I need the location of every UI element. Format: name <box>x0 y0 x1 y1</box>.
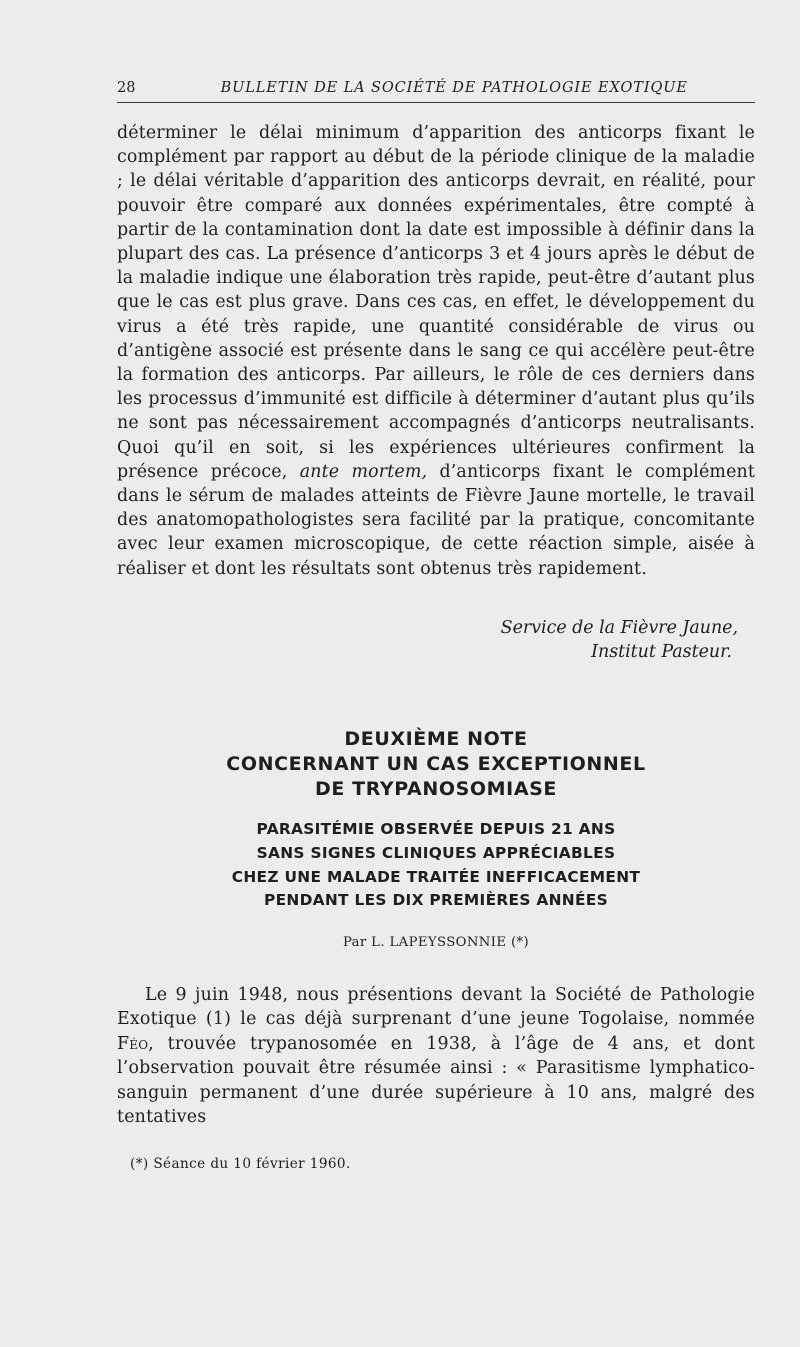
author-byline: Par L. LAPEYSSONNIE (*) <box>342 935 530 950</box>
subtitle-line: PENDANT LES DIX PREMIÈRES ANNÉES <box>264 891 608 910</box>
affiliation-line-1: Service de la Fièvre Jaune, <box>500 618 738 638</box>
intro-paragraph <box>117 983 755 1129</box>
affiliation-line-2: Institut Pasteur. <box>591 642 732 662</box>
page-number: 28 <box>117 80 136 96</box>
intro-text-part1: Le 9 juin 1948, nous présentions devant la Société de Pathologie Exotique (1) le cas déjà surprenant d’une jeune Togolaise, nommée <box>117 985 755 1030</box>
patient-name: Féo, <box>117 1033 154 1054</box>
article-intro <box>117 983 755 1129</box>
subtitle-line: CHEZ UNE MALADE TRAITÉE INEFFICACEMENT <box>231 867 641 886</box>
intro-text-part2: trouvée trypanosomée en 1938, à l’âge de 4 ans, et dont l’observation pouvait être résumée ainsi : « Parasitisme lymphatico-sanguin permanent d’une durée supérieure à 10 ans, malgré des tentatives <box>117 1033 755 1128</box>
article-subtitle <box>117 818 755 913</box>
running-header <box>117 80 755 103</box>
italic-phrase: ante mortem, <box>299 461 428 482</box>
subtitle-line: SANS SIGNES CLINIQUES APPRÉCIABLES <box>256 843 616 862</box>
journal-title: BULLETIN DE LA SOCIÉTÉ DE PATHOLOGIE EXOTIQUE <box>220 80 688 96</box>
title-line: DE TRYPANOSOMIASE <box>315 778 557 800</box>
paragraph-text-part2: d’anticorps fixant le complément dans le sérum de malades atteints de Fièvre Jaune mortelle, le travail des anatomopathologistes sera facilité par la pratique, concomitante avec leur examen microscopique, de cette réaction simple, aisée à réaliser et dont les résultats sont obtenus très rapidement. <box>117 461 756 579</box>
previous-article-paragraph <box>117 121 755 581</box>
article-title <box>117 727 755 802</box>
title-line: DEUXIÈME NOTE <box>344 728 528 750</box>
footnote: (*) Séance du 10 février 1960. <box>130 1156 351 1172</box>
affiliation-signature <box>117 616 738 664</box>
subtitle-line: PARASITÉMIE OBSERVÉE DEPUIS 21 ANS <box>256 820 616 838</box>
previous-article-text <box>117 121 755 581</box>
title-line: CONCERNANT UN CAS EXCEPTIONNEL <box>226 753 646 775</box>
paragraph-text-part1: déterminer le délai minimum d’apparition des anticorps fixant le complément par rapport au début de la période clinique de la maladie ; le délai véritable d’apparition des anticorps devrait, en réalité, pour pouvoir être comparé aux données expérimentales, être compté à partir de la contamination dont la date est impossible à définir dans la plupart des cas. La présence d’anticorps 3 et 4 jours après le début de la maladie indique une élaboration très rapide, peut-être d’autant plus que le cas est plus grave. Dans ces cas, en effet, le développement du virus a été très rapide, une quantité considérable de virus ou d’antigène associé est présente dans le sang ce qui accélère peut-être la formation des anticorps. Par ailleurs, le rôle de ces derniers dans les processus d’immunité est difficile à déterminer d’autant plus qu’ils ne sont pas nécessairement accompagnés d’anticorps neutralisants. Quoi qu’il en soit, si les expériences ultérieures confirment la présence précoce, <box>117 123 755 482</box>
